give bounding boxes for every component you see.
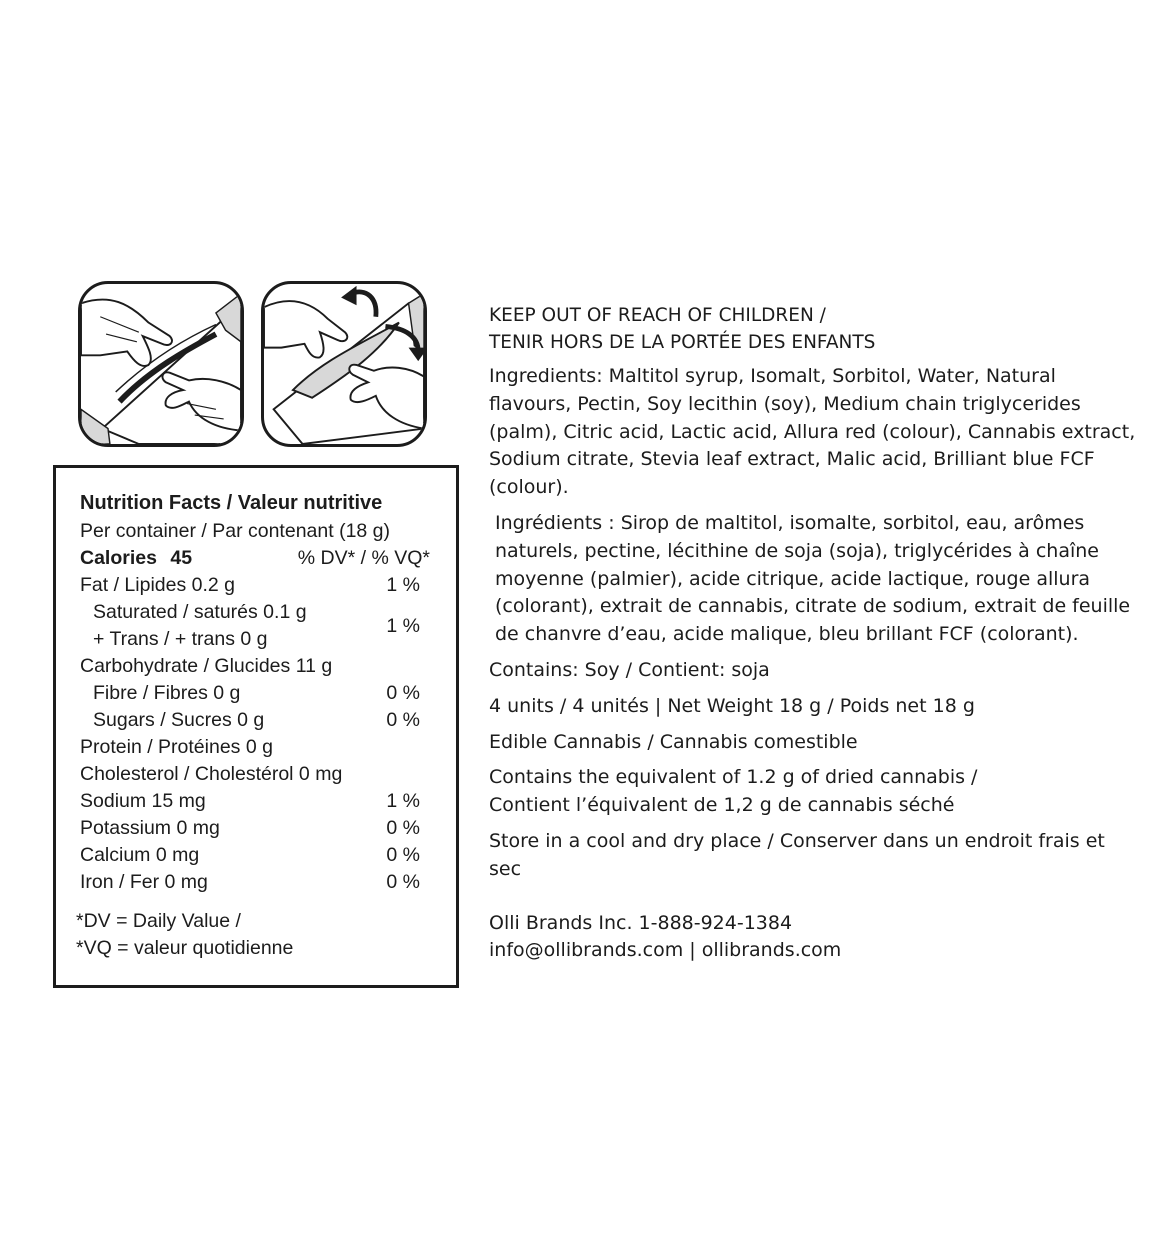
potassium-row xyxy=(80,817,420,840)
equivalent-en: Contains the equivalent of 1.2 g of dried cannabis / xyxy=(489,766,978,789)
equivalent-fr: Contient l’équivalent de 1,2 g de cannabis séché xyxy=(489,794,955,817)
footnote-dv: *DV = Daily Value / xyxy=(76,910,241,932)
warning-fr: TENIR HORS DE LA PORTÉE DES ENFANTS xyxy=(489,332,876,353)
calcium-row xyxy=(80,844,420,867)
footnote-vq: *VQ = valeur quotidienne xyxy=(76,937,294,959)
nutrition-title: Nutrition Facts / Valeur nutritive xyxy=(80,492,383,514)
calories-value: 45 xyxy=(170,547,193,569)
peel-pouch-icon xyxy=(261,281,427,447)
warning-en: KEEP OUT OF REACH OF CHILDREN / xyxy=(489,305,826,326)
ingredients-en: Ingredients: Maltitol syrup, Isomalt, Sorbitol, Water, Natural flavours, Pectin, Soy lecithin (soy), Medium chain triglycerides (palm), Citric acid, Lactic acid, Allura red (colour), Cannabis extract, Sodium citrate, Stevia leaf extract, Malic acid, Brilliant blue FCF (colour). xyxy=(489,365,1136,499)
sodium-row xyxy=(80,790,420,813)
contains-allergen: Contains: Soy / Contient: soja xyxy=(489,658,770,681)
calories-row xyxy=(80,547,430,570)
fat-label: Fat / Lipides 0.2 g xyxy=(80,574,236,596)
calories-label: Calories xyxy=(80,547,157,569)
iron-label: Iron / Fer 0 mg xyxy=(80,871,208,893)
tear-open-pouch-icon xyxy=(78,281,244,447)
trans-label: + Trans / + trans 0 g xyxy=(93,628,268,650)
iron-row xyxy=(80,871,420,894)
sodium-label: Sodium 15 mg xyxy=(80,790,206,812)
per-container: Per container / Par contenant (18 g) xyxy=(80,520,391,542)
iron-dv: 0 % xyxy=(386,871,420,893)
dv-header: % DV* / % VQ* xyxy=(297,547,430,569)
contact-info: info@ollibrands.com | ollibrands.com xyxy=(489,939,842,962)
carb-label: Carbohydrate / Glucides 11 g xyxy=(80,655,333,677)
ingredients-fr: Ingrédients : Sirop de maltitol, isomalte, sorbitol, eau, arômes naturels, pectine, lécithine de soja (soja), triglycérides à chaîne moyenne (palmier), acide citrique, acide lactique, rouge allura (colorant), extrait de cannabis, citrate de sodium, extrait de feuille de chanvre d’eau, acide malique, bleu brillant FCF (colorant). xyxy=(495,511,1131,646)
potassium-dv: 0 % xyxy=(386,817,420,839)
nutrition-facts-table xyxy=(53,465,459,988)
net-weight: 4 units / 4 unités | Net Weight 18 g / Poids net 18 g xyxy=(489,694,975,717)
storage-instructions: Store in a cool and dry place / Conserver dans un endroit frais et sec xyxy=(489,829,1105,880)
edible-cannabis: Edible Cannabis / Cannabis comestible xyxy=(489,730,858,753)
saturated-label: Saturated / saturés 0.1 g xyxy=(93,601,307,623)
cholesterol-label: Cholesterol / Cholestérol 0 mg xyxy=(80,763,343,785)
sodium-dv: 1 % xyxy=(386,790,420,812)
company-info: Olli Brands Inc. 1-888-924-1384 xyxy=(489,911,793,934)
label-text-column xyxy=(489,302,1139,965)
sat-trans-dv: 1 % xyxy=(386,615,420,637)
fat-row xyxy=(80,574,420,597)
fat-dv: 1 % xyxy=(386,574,420,596)
sugars-row xyxy=(93,709,420,732)
sugars-label: Sugars / Sucres 0 g xyxy=(93,709,265,731)
potassium-label: Potassium 0 mg xyxy=(80,817,220,839)
fibre-row xyxy=(93,682,420,705)
fibre-dv: 0 % xyxy=(386,682,420,704)
sugars-dv: 0 % xyxy=(386,709,420,731)
calcium-label: Calcium 0 mg xyxy=(80,844,200,866)
fibre-label: Fibre / Fibres 0 g xyxy=(93,682,241,704)
protein-label: Protein / Protéines 0 g xyxy=(80,736,273,758)
calcium-dv: 0 % xyxy=(386,844,420,866)
